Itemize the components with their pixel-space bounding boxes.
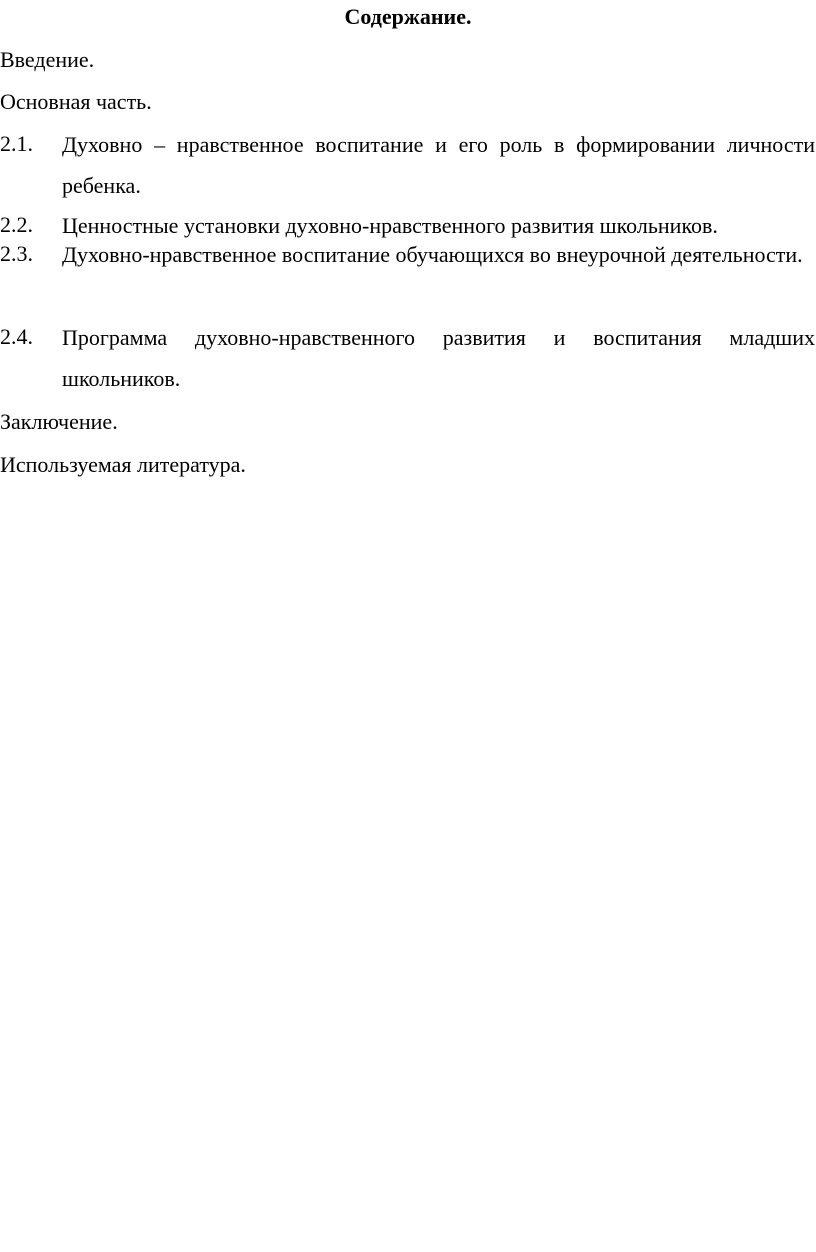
toc-entry-number: 2.4. <box>0 324 33 349</box>
toc-introduction: Введение. <box>0 47 95 72</box>
toc-entry-text: Духовно – нравственное воспитание и его роль в формировании личности ребенка. <box>62 132 815 198</box>
toc-entry-number: 2.3. <box>0 241 33 266</box>
toc-conclusion: Заключение. <box>0 409 118 434</box>
page-title: Содержание. <box>344 4 472 29</box>
toc-entry-text: Программа духовно-нравственного развития и воспитания младших школьников. <box>62 325 815 391</box>
toc-entry-number: 2.2. <box>0 212 33 237</box>
toc-entry-text: Духовно-нравственное воспитание обучающихся во внеурочной деятельности. <box>62 242 803 267</box>
toc-entry-text: Ценностные установки духовно-нравственного развития школьников. <box>62 213 718 238</box>
toc-main-part: Основная часть. <box>0 89 152 114</box>
toc-entry-number: 2.1. <box>0 131 33 156</box>
toc-references: Используемая литература. <box>0 452 246 477</box>
